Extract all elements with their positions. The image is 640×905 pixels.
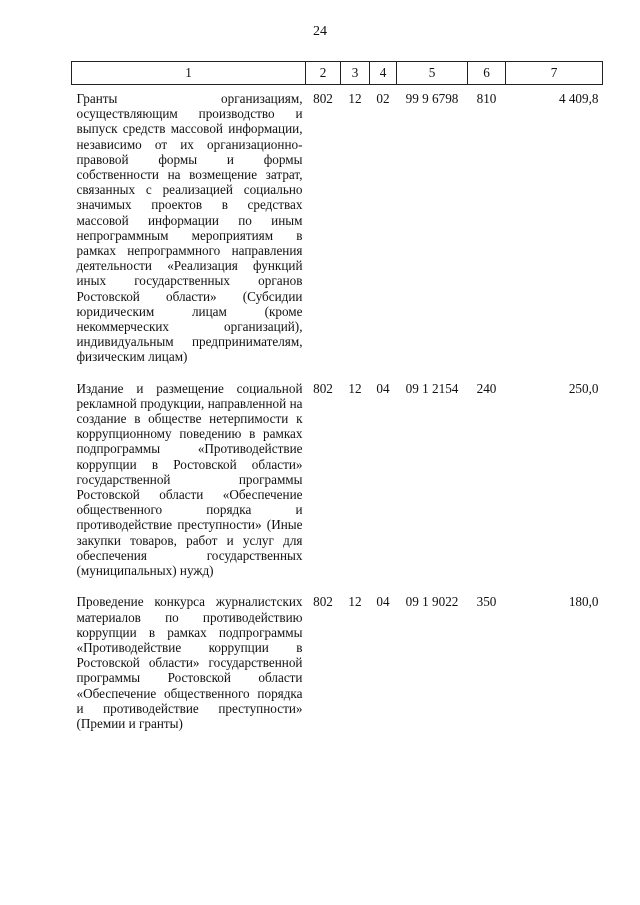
- column-number-header: 3: [341, 62, 370, 85]
- table-row: [72, 375, 603, 589]
- target-item-code: 09 1 2154: [405, 380, 459, 396]
- subsection-code: 04: [376, 594, 390, 610]
- expense-name: Проведение конкурса журналистских материалов по противодействию коррупции в рамках подпрограммы «Противодействие коррупции в Ростовской области» государственной программы Ростовской области «Обеспечение общественного порядка и противодействие преступности» (Премии и гранты): [76, 594, 303, 731]
- section-code: 12: [348, 594, 362, 610]
- section-code: 12: [348, 91, 362, 106]
- amount: 250,0: [568, 380, 599, 396]
- ministry-code: 802: [313, 594, 333, 610]
- amount: 180,0: [568, 594, 599, 610]
- target-item-code: 99 9 6798: [405, 91, 459, 106]
- subsection-code: 02: [376, 91, 390, 106]
- ministry-code: 802: [313, 380, 333, 396]
- ministry-code: 802: [313, 91, 333, 106]
- table-row: [72, 85, 603, 375]
- column-number-header: 4: [370, 62, 397, 85]
- column-number-header: 7: [506, 62, 603, 85]
- column-number-header: 1: [72, 62, 306, 85]
- column-number-row: [72, 62, 603, 85]
- expense-name: Издание и размещение социальной рекламной продукции, направленной на создание в обществе нетерпимости к коррупционному поведению в рамках подпрограммы «Противодействие коррупции в Ростовской области» государственной программы Ростовской области «Обеспечение общественного порядка и противодействие преступности» (Иные закупки товаров, работ и услуг для обеспечения государственных (муниципальных) нужд): [76, 380, 303, 579]
- column-number-header: 5: [397, 62, 468, 85]
- column-number-header: 2: [306, 62, 341, 85]
- budget-table: [71, 61, 603, 741]
- amount: 4 409,8: [558, 91, 599, 106]
- table-row: [72, 588, 603, 741]
- page-number: 24: [313, 24, 327, 39]
- expense-type-code: 810: [476, 91, 497, 106]
- expense-type-code: 350: [476, 594, 497, 610]
- subsection-code: 04: [376, 380, 390, 396]
- expense-type-code: 240: [476, 380, 497, 396]
- section-code: 12: [348, 380, 362, 396]
- column-number-header: 6: [468, 62, 506, 85]
- target-item-code: 09 1 9022: [405, 594, 459, 610]
- expense-name: Гранты организациям, осуществляющим производство и выпуск средств массовой информации, независимо от их организационно-правовой формы и формы собственности на возмещение затрат, связанных с реализацией социально значимых проектов в средствах массовой информации по иным непрограммным мероприятиям в рамках непрограммного направления деятельности «Реализация функций иных государственных органов Ростовской области» (Субсидии юридическим лицам (кроме некоммерческих организаций), индивидуальным предпринимателям, физическим лицам): [76, 91, 303, 365]
